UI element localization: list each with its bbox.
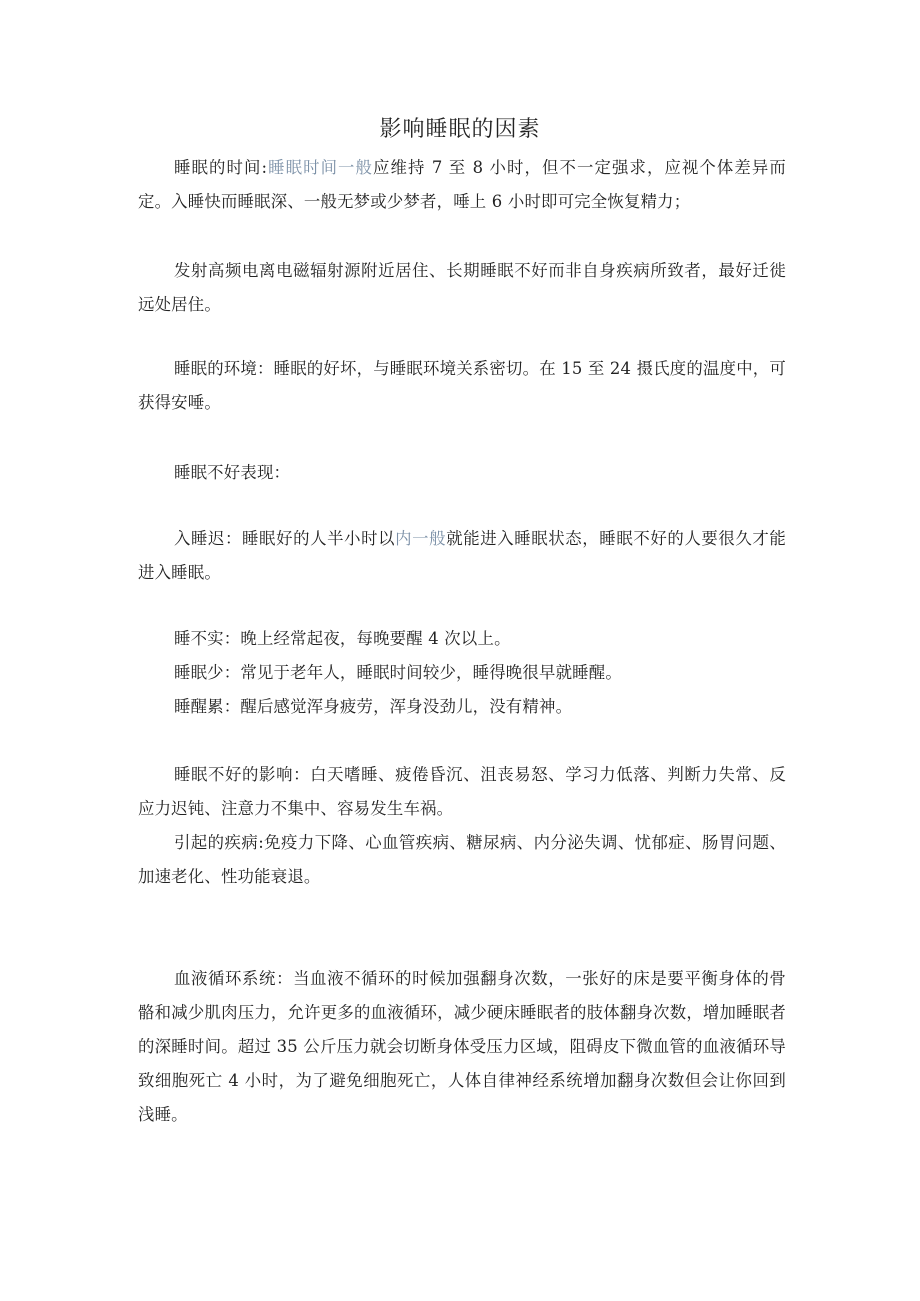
text-run: 睡不实：晚上经常起夜，每晚要醒 4 次以上。: [174, 629, 511, 648]
text-run: 就能进入睡眠状态，睡眠不好的人要很久才能进入睡眠。: [138, 529, 787, 582]
highlighted-text: 睡眠时间一般: [267, 158, 374, 177]
text-run: 睡眠不好表现：: [174, 463, 291, 482]
paragraph-sleep-time: [138, 151, 786, 219]
document-title: 影响睡眠的因素: [379, 117, 541, 142]
text-run: 睡眠的时间:: [174, 158, 268, 177]
text-run: 睡眠少：常见于老年人，睡眠时间较少，睡得晚很早就睡醒。: [174, 663, 622, 682]
paragraph-effects: [138, 758, 786, 826]
text-run: 入睡迟：睡眠好的人半小时以: [174, 529, 396, 548]
paragraph-diseases: [138, 826, 786, 894]
text-run: 血液循环系统：当血液不循环的时候加强翻身次数，一张好的床是要平衡身体的骨骼和减少肌肉压力，允许更多的血液循环，减少硬床睡眠者的肢体翻身次数，增加睡眠者的深睡时间。超过 35 公斤压力就会切断身体受压力区域，阻碍皮下微血管的血液循环导致细胞死亡 4 小时，为了避免细胞死亡，人体自律神经系统增加翻身次数但会让你回到浅睡。: [138, 969, 786, 1124]
paragraph-environment: [138, 352, 786, 420]
text-run: 发射高频电离电磁辐射源附近居住、长期睡眠不好而非自身疾病所致者，最好迁徙远处居住。: [138, 261, 786, 314]
text-run: 应维持 7 至 8 小时，但不一定强求，应视个体差异而定。入睡快而睡眠深、一般无梦或少梦者，唾上 6 小时即可完全恢复精力；: [138, 158, 786, 211]
text-run: 睡眠不好的影响：白天嗜睡、疲倦昏沉、沮丧易怒、学习力低落、判断力失常、反应力迟钝、注意力不集中、容易发生车祸。: [138, 765, 786, 818]
paragraph-symptoms-heading: [138, 456, 786, 490]
text-run: 睡醒累：醒后感觉浑身疲劳，浑身没劲儿，没有精神。: [174, 697, 573, 716]
paragraph-tired-waking: [138, 690, 786, 724]
text-run: 睡眠的环境：睡眠的好坏，与睡眠环境关系密切。在 15 至 24 摄氏度的温度中，可获得安唾。: [138, 359, 786, 412]
highlighted-text: 内一般: [395, 529, 447, 548]
paragraph-radiation: [138, 254, 786, 322]
paragraph-circulation: [138, 962, 786, 1132]
paragraph-little-sleep: [138, 656, 786, 690]
text-run: 引起的疾病:免疫力下降、心血管疾病、糖尿病、内分泌失调、忧郁症、肠胃问题、加速老化、性功能衰退。: [138, 833, 786, 886]
paragraph-light-sleep: [138, 622, 786, 656]
paragraph-slow-onset: [138, 522, 786, 590]
